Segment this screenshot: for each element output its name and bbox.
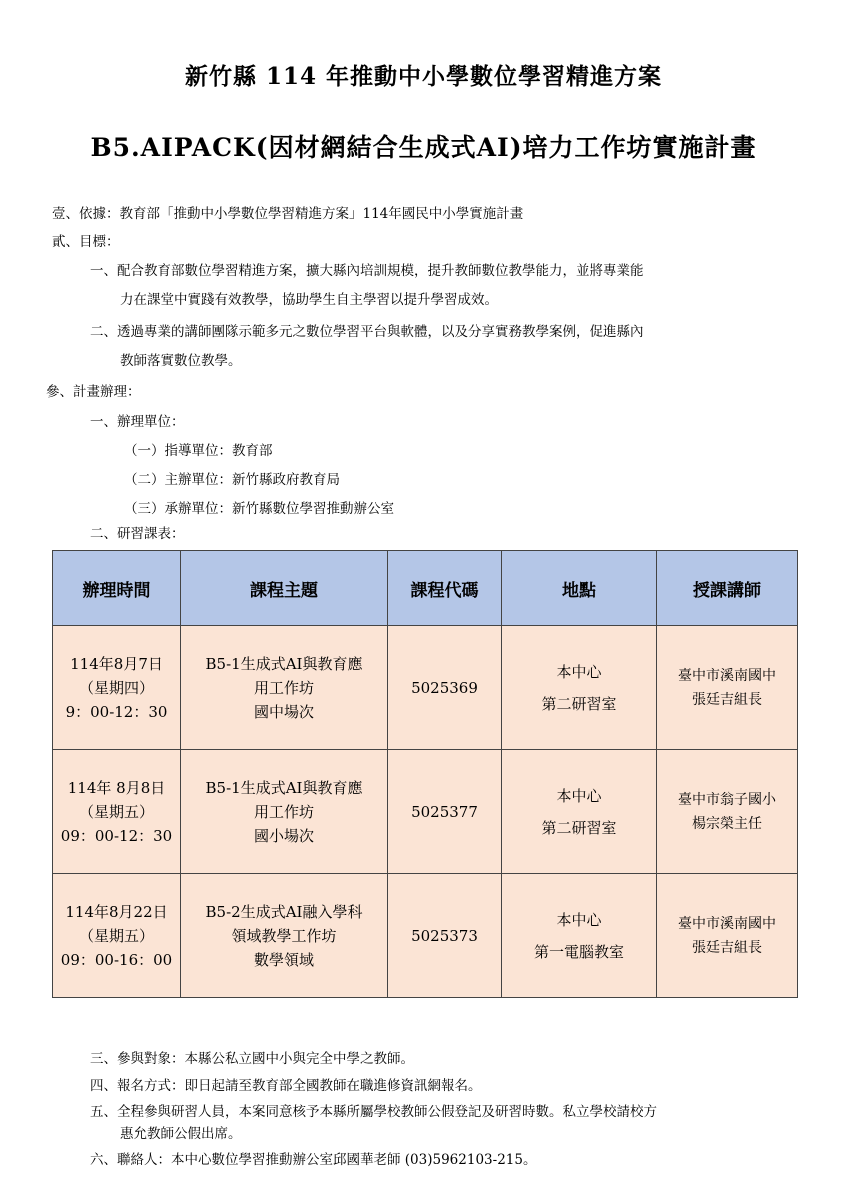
weekday-text: （星期五） <box>78 802 154 821</box>
units-heading: 一、辦理單位： <box>90 414 185 430</box>
date-text: 114年8月7日 <box>70 654 163 673</box>
instructor-cell <box>657 750 798 874</box>
location-line-1: 本中心 <box>556 662 602 681</box>
instructor-school: 臺中市溪南國中 <box>678 915 776 932</box>
location-line-2: 第二研習室 <box>541 694 617 713</box>
topic-line-1: B5-1生成式AI與教育應 <box>205 778 363 797</box>
time-text: 09：00-16：00 <box>60 950 173 969</box>
executing-unit: （三）承辦單位：新竹縣數位學習推動辦公室 <box>124 501 394 517</box>
time-cell <box>53 874 181 998</box>
table-row <box>53 874 798 998</box>
document-subtitle: B5.AIPACK(因材網結合生成式AI)培力工作坊實施計畫 <box>90 133 757 162</box>
topic-line-3: 國中場次 <box>253 702 314 721</box>
goal-1-line-1: 一、配合教育部數位學習精進方案，擴大縣內培訓規模，提升教師數位教學能力，並將專業能 <box>90 263 644 279</box>
course-code: 5025377 <box>388 750 502 874</box>
weekday-text: （星期五） <box>78 926 154 945</box>
guiding-unit: （一）指導單位：教育部 <box>124 443 273 459</box>
location-cell <box>502 750 657 874</box>
time-cell <box>53 750 181 874</box>
leave-line-1: 五、全程參與研習人員，本案同意核予本縣所屬學校教師公假登記及研習時數。私立學校請校方 <box>90 1104 657 1120</box>
location-line-1: 本中心 <box>556 786 602 805</box>
header-code: 課程代碼 <box>388 551 502 626</box>
topic-line-3: 數學領域 <box>253 950 314 969</box>
instructor-cell <box>657 874 798 998</box>
goals-heading: 貳、目標： <box>52 234 120 250</box>
date-text: 114年8月22日 <box>65 902 168 921</box>
table-row <box>53 750 798 874</box>
course-code: 5025369 <box>388 626 502 750</box>
header-instructor: 授課講師 <box>657 551 798 626</box>
topic-line-2: 用工作坊 <box>253 802 314 821</box>
document-title: 新竹縣 114 年推動中小學數位學習精進方案 <box>184 63 663 90</box>
time-text: 9：00-12：30 <box>65 702 168 721</box>
weekday-text: （星期四） <box>78 678 154 697</box>
leave-line-2: 惠允教師公假出席。 <box>120 1126 242 1142</box>
registration-line: 四、報名方式：即日起請至教育部全國教師在職進修資訊網報名。 <box>90 1078 482 1094</box>
time-cell <box>53 626 181 750</box>
header-topic: 課程主題 <box>181 551 388 626</box>
plan-heading: 參、計畫辦理： <box>46 384 141 400</box>
instructor-school: 臺中市溪南國中 <box>678 667 776 684</box>
organizing-unit: （二）主辦單位：新竹縣政府教育局 <box>124 472 340 488</box>
header-location: 地點 <box>502 551 657 626</box>
participants-line: 三、參與對象：本縣公私立國中小與完全中學之教師。 <box>90 1051 414 1067</box>
basis-line: 壹、依據：教育部「推動中小學數位學習精進方案」114年國民中小學實施計畫 <box>52 206 524 222</box>
topic-cell <box>181 874 388 998</box>
location-line-1: 本中心 <box>556 910 602 929</box>
contact-line: 六、聯絡人：本中心數位學習推動辦公室邱國華老師 (03)5962103-215。 <box>90 1152 537 1168</box>
location-line-2: 第一電腦教室 <box>533 942 624 961</box>
course-schedule-table <box>52 550 798 998</box>
instructor-name: 張廷吉組長 <box>692 939 762 956</box>
location-cell <box>502 874 657 998</box>
schedule-heading: 二、研習課表： <box>90 526 185 542</box>
goal-2-line-2: 教師落實數位教學。 <box>120 353 242 369</box>
table-header-row <box>53 551 798 626</box>
goal-1-line-2: 力在課堂中實踐有效教學，協助學生自主學習以提升學習成效。 <box>120 292 498 308</box>
topic-cell <box>181 626 388 750</box>
instructor-name: 楊宗榮主任 <box>692 815 762 832</box>
topic-line-3: 國小場次 <box>253 826 314 845</box>
header-time: 辦理時間 <box>53 551 181 626</box>
topic-line-1: B5-1生成式AI與教育應 <box>205 654 363 673</box>
topic-line-2: 用工作坊 <box>253 678 314 697</box>
instructor-school: 臺中市翁子國小 <box>678 791 776 808</box>
location-cell <box>502 626 657 750</box>
date-text: 114年 8月8日 <box>67 778 166 797</box>
time-text: 09：00-12：30 <box>60 826 173 845</box>
course-code: 5025373 <box>388 874 502 998</box>
instructor-cell <box>657 626 798 750</box>
location-line-2: 第二研習室 <box>541 818 617 837</box>
topic-line-2: 領域教學工作坊 <box>231 926 337 945</box>
table-row <box>53 626 798 750</box>
goal-2-line-1: 二、透過專業的講師團隊示範多元之數位學習平台與軟體，以及分享實務教學案例，促進縣內 <box>90 324 644 340</box>
topic-line-1: B5-2生成式AI融入學科 <box>205 902 363 921</box>
topic-cell <box>181 750 388 874</box>
instructor-name: 張廷吉組長 <box>692 691 762 708</box>
